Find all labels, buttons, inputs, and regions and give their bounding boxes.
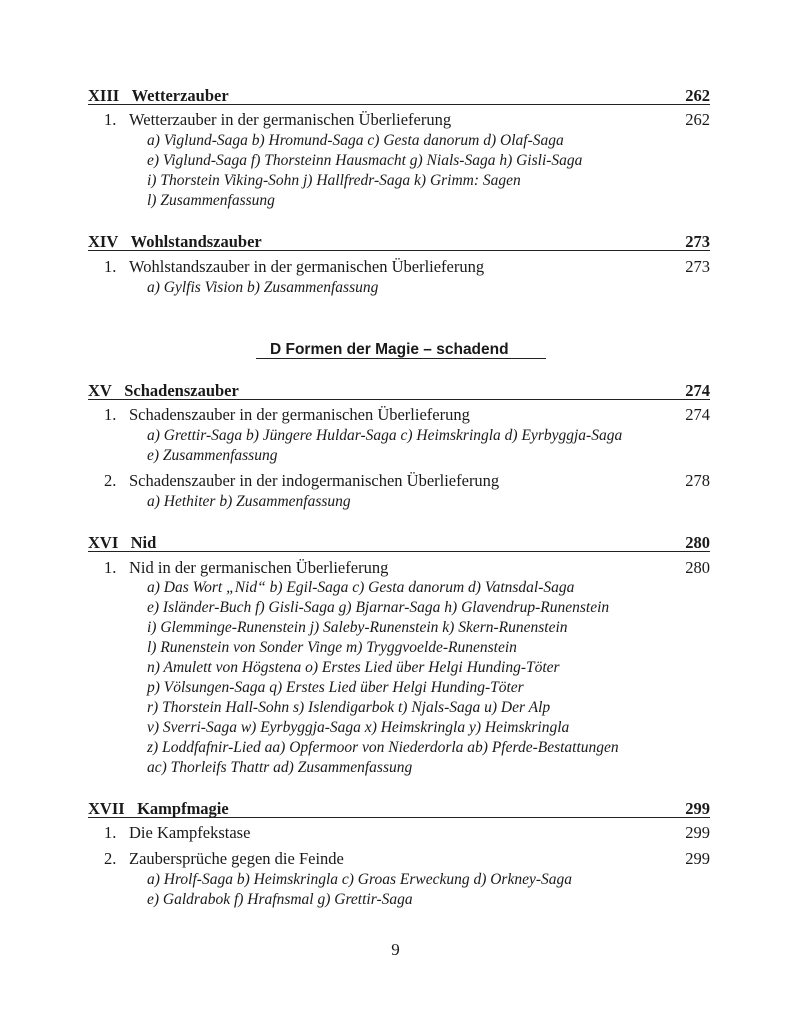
sub-entries-line: e) Galdrabok f) Hrafnsmal g) Grettir-Saga [147, 891, 413, 908]
sub-entries-line: z) Loddfafnir-Lied aa) Opfermoor von Niederdorla ab) Pferde-Bestattungen [147, 739, 619, 756]
section-xvii-2 [104, 849, 710, 869]
chapter-title: XVII Kampfmagie [88, 799, 229, 818]
chapter-page: 299 [685, 799, 710, 818]
section-page: 299 [685, 849, 710, 868]
chapter-heading-xvii [88, 799, 710, 819]
sub-entries-line: n) Amulett von Högstena o) Erstes Lied über Helgi Hunding-Töter [147, 659, 560, 676]
section-page: 273 [685, 257, 710, 276]
sub-entries-line: l) Runenstein von Sonder Vinge m) Tryggvoelde-Runenstein [147, 639, 517, 656]
section-page: 274 [685, 405, 710, 424]
section-page: 299 [685, 823, 710, 842]
section-number: 1. [104, 823, 117, 842]
section-xiii-1 [104, 110, 710, 130]
section-xv-1 [104, 405, 710, 425]
sub-entries-line: a) Hrolf-Saga b) Heimskringla c) Groas Erweckung d) Orkney-Saga [147, 871, 573, 888]
section-number: 1. [104, 405, 117, 424]
sub-entries-line: a) Das Wort „Nid“ b) Egil-Saga c) Gesta danorum d) Vatnsdal-Saga [147, 579, 575, 596]
sub-entries-line: ac) Thorleifs Thattr ad) Zusammenfassung [147, 759, 413, 776]
section-xvi-1 [104, 558, 710, 578]
sub-entries-line: a) Hethiter b) Zusammenfassung [147, 493, 351, 510]
section-title: Wohlstandszauber in der germanischen Überlieferung [129, 257, 485, 276]
section-page: 278 [685, 471, 710, 490]
section-xiv-1 [104, 257, 710, 277]
section-number: 1. [104, 558, 117, 577]
chapter-page: 262 [685, 86, 710, 105]
section-number: 2. [104, 471, 117, 490]
section-number: 2. [104, 849, 117, 868]
section-page: 262 [685, 110, 710, 129]
sub-entries-line: e) Isländer-Buch f) Gisli-Saga g) Bjarnar-Saga h) Glavendrup-Runenstein [147, 599, 610, 616]
chapter-title: XIV Wohlstandszauber [88, 232, 262, 251]
chapter-page: 274 [685, 381, 710, 400]
sub-entries-line: i) Glemminge-Runenstein j) Saleby-Runenstein k) Skern-Runenstein [147, 619, 568, 636]
chapter-heading-xiv [88, 232, 710, 252]
section-xv-2 [104, 471, 710, 491]
chapter-title: XIII Wetterzauber [88, 86, 229, 105]
section-title: Schadenszauber in der germanischen Überlieferung [129, 405, 470, 424]
sub-entries-line: e) Zusammenfassung [147, 447, 278, 464]
chapter-heading-xiii [88, 86, 710, 106]
section-title: Schadenszauber in der indogermanischen Überlieferung [129, 471, 500, 490]
section-title: Wetterzauber in der germanischen Überlieferung [129, 110, 452, 129]
sub-entries-line: v) Sverri-Saga w) Eyrbyggja-Saga x) Heimskringla y) Heimskringla [147, 719, 570, 736]
section-page: 280 [685, 558, 710, 577]
chapter-title: XVI Nid [88, 533, 157, 552]
section-title: Zaubersprüche gegen die Feinde [129, 849, 344, 868]
section-xvii-1 [104, 823, 710, 843]
chapter-page: 280 [685, 533, 710, 552]
sub-entries-line: a) Grettir-Saga b) Jüngere Huldar-Saga c) Heimskringla d) Eyrbyggja-Saga [147, 427, 623, 444]
sub-entries-line: l) Zusammenfassung [147, 192, 275, 209]
sub-entries-line: e) Viglund-Saga f) Thorsteinn Hausmacht g) Nials-Saga h) Gisli-Saga [147, 152, 583, 169]
chapter-page: 273 [685, 232, 710, 251]
section-number: 1. [104, 257, 117, 276]
page-number: 9 [391, 940, 400, 959]
sub-entries-line: a) Viglund-Saga b) Hromund-Saga c) Gesta danorum d) Olaf-Saga [147, 132, 564, 149]
chapter-title: XV Schadenszauber [88, 381, 239, 400]
sub-entries-line: p) Völsungen-Saga q) Erstes Lied über Helgi Hunding-Töter [147, 679, 524, 696]
chapter-heading-xvi [88, 533, 710, 553]
sub-entries-line: r) Thorstein Hall-Sohn s) Islendigarbok t) Njals-Saga u) Der Alp [147, 699, 551, 716]
heading-rule [88, 551, 710, 552]
chapter-heading-xv [88, 381, 710, 401]
heading-rule [256, 358, 546, 359]
section-number: 1. [104, 110, 117, 129]
part-title: D Formen der Magie – schadend [270, 341, 509, 358]
sub-entries-line: i) Thorstein Viking-Sohn j) Hallfredr-Saga k) Grimm: Sagen [147, 172, 521, 189]
section-title: Nid in der germanischen Überlieferung [129, 558, 389, 577]
part-heading [256, 340, 546, 362]
sub-entries-line: a) Gylfis Vision b) Zusammenfassung [147, 279, 379, 296]
section-title: Die Kampfekstase [129, 823, 251, 842]
